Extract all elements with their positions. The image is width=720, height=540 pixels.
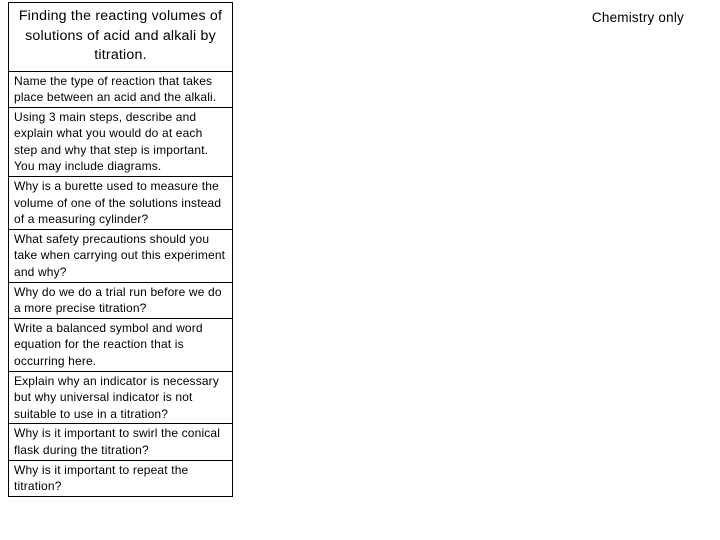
question-cell-4: What safety precautions should you take when carrying out this experiment and why?	[9, 229, 233, 282]
question-cell-7: Explain why an indicator is necessary but why universal indicator is not suitable to use in a titration?	[9, 371, 233, 424]
question-cell-5: Why do we do a trial run before we do a more precise titration?	[9, 282, 233, 318]
question-row	[9, 107, 233, 176]
question-cell-6: Write a balanced symbol and word equation for the reaction that is occurring here.	[9, 318, 233, 371]
question-row	[9, 424, 233, 460]
question-row	[9, 71, 233, 107]
question-cell-3: Why is a burette used to measure the volume of one of the solutions instead of a measuring cylinder?	[9, 177, 233, 230]
question-row	[9, 282, 233, 318]
title-row	[9, 3, 233, 72]
question-cell-1: Name the type of reaction that takes place between an acid and the alkali.	[9, 71, 233, 107]
question-cell-2: Using 3 main steps, describe and explain what you would do at each step and why that step is important. You may include diagrams.	[9, 107, 233, 176]
subject-label: Chemistry only	[591, 10, 684, 25]
question-cell-9: Why is it important to repeat the titration?	[9, 460, 233, 496]
question-row	[9, 371, 233, 424]
question-row	[9, 318, 233, 371]
worksheet-title: Finding the reacting volumes of solutions of acid and alkali by titration.	[9, 3, 233, 72]
question-cell-8: Why is it important to swirl the conical flask during the titration?	[9, 424, 233, 460]
question-row	[9, 177, 233, 230]
question-row	[9, 460, 233, 496]
question-row	[9, 229, 233, 282]
question-table	[8, 2, 233, 497]
